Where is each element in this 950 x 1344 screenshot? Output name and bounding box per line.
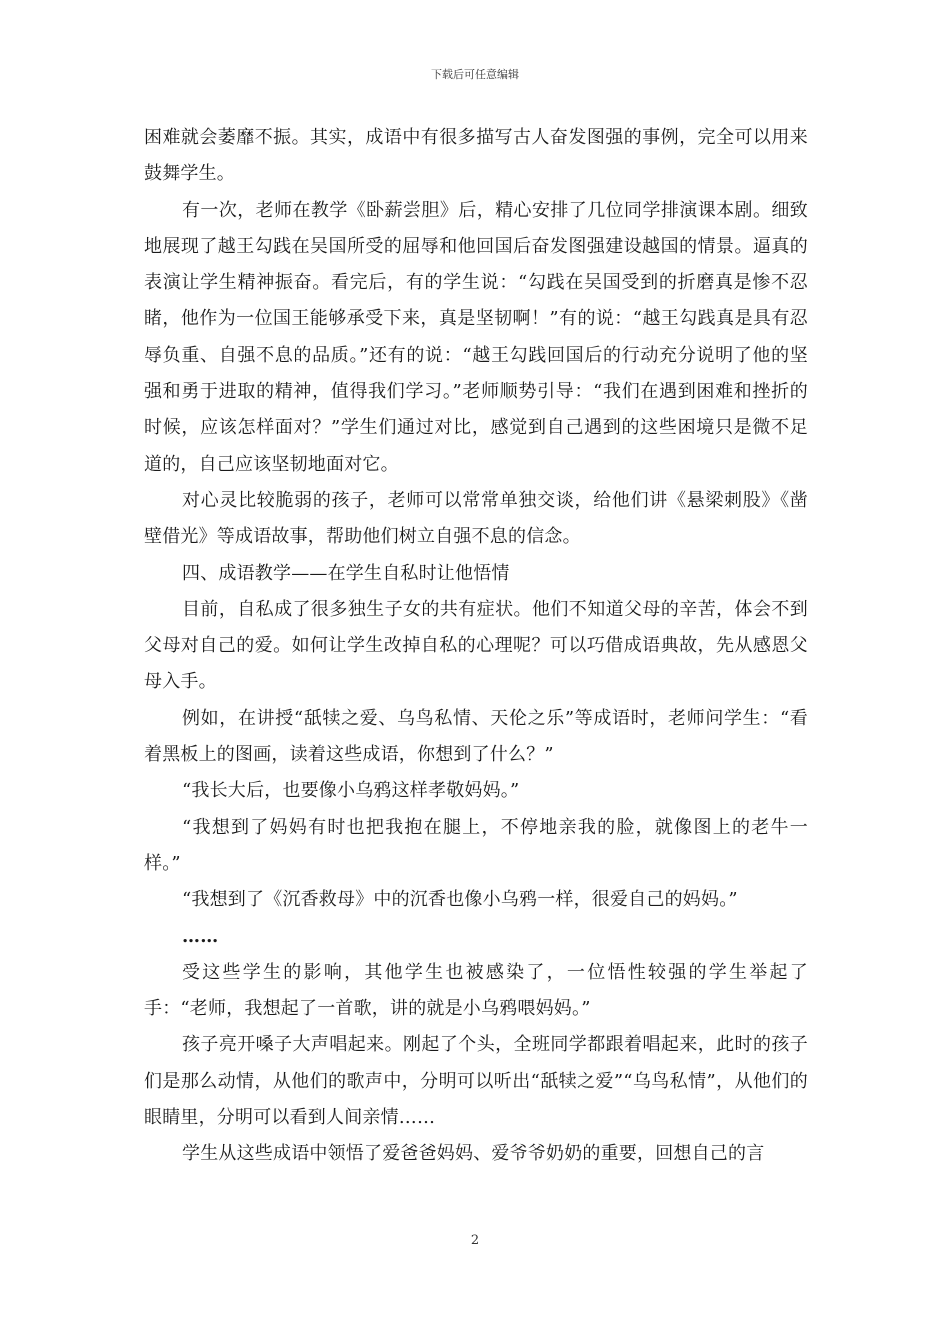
quote-2: “我想到了妈妈有时也把我抱在腿上，不停地亲我的脸，就像图上的老牛一样。” xyxy=(144,816,808,874)
paragraph-8: 学生从这些成语中领悟了爱爸爸妈妈、爱爷爷奶奶的重要，回想自己的言 xyxy=(182,1143,765,1165)
quote-1: “我长大后，也要像小乌鸦这样孝敬妈妈。” xyxy=(182,780,520,802)
paragraph-5: 例如，在讲授“舐犊之爱、乌鸟私情、天伦之乐”等成语时，老师问学生：“看着黑板上的图画，读着这些成语，你想到了什么？” xyxy=(144,707,808,766)
paragraph-7: 孩子亮开嗓子大声唱起来。刚起了个头，全班同学都跟着唱起来，此时的孩子们是那么动情，从他们的歌声中，分明可以听出“舐犊之爱”“乌鸟私情”，从他们的眼睛里，分明可以看到人间亲情…… xyxy=(144,1034,808,1129)
section-heading: 四、成语教学——在学生自私时让他悟情 xyxy=(182,562,510,584)
paragraph-1: 困难就会萎靡不振。其实，成语中有很多描写古人奋发图强的事例，完全可以用来鼓舞学生。 xyxy=(144,127,808,185)
ellipsis-line: …… xyxy=(182,925,219,947)
quote-3: “我想到了《沉香救母》中的沉香也像小乌鸦一样，很爱自己的妈妈。” xyxy=(182,889,738,911)
paragraph-6: 受这些学生的影响，其他学生也被感染了，一位悟性较强的学生举起了手：“老师，我想起了一首歌，讲的就是小乌鸦喂妈妈。” xyxy=(144,961,808,1020)
document-body xyxy=(144,120,808,1173)
page-header: 下载后可任意编辑 xyxy=(431,68,519,81)
paragraph-3: 对心灵比较脆弱的孩子，老师可以常常单独交谈，给他们讲《悬梁刺股》《凿壁借光》等成语故事，帮助他们树立自强不息的信念。 xyxy=(144,489,808,548)
paragraph-4: 目前，自私成了很多独生子女的共有症状。他们不知道父母的辛苦，体会不到父母对自己的爱。如何让学生改掉自私的心理呢？可以巧借成语典故，先从感恩父母入手。 xyxy=(144,598,808,693)
page-number: 2 xyxy=(470,1233,480,1248)
paragraph-2: 有一次，老师在教学《卧薪尝胆》后，精心安排了几位同学排演课本剧。细致地展现了越王勾践在吴国所受的屈辱和他回国后奋发图强建设越国的情景。逼真的表演让学生精神振奋。看完后，有的学生说：“勾践在吴国受到的折磨真是惨不忍睹，他作为一位国王能够承受下来，真是坚韧啊！”有的说：“越王勾践真是具有忍辱负重、自强不息的品质。”还有的说：“越王勾践回国后的行动充分说明了他的坚强和勇于进取的精神，值得我们学习。”老师顺势引导：“我们在遇到困难和挫折的时候，应该怎样面对？”学生们通过对比，感觉到自己遇到的这些困境只是微不足道的，自己应该坚韧地面对它。 xyxy=(144,199,808,475)
